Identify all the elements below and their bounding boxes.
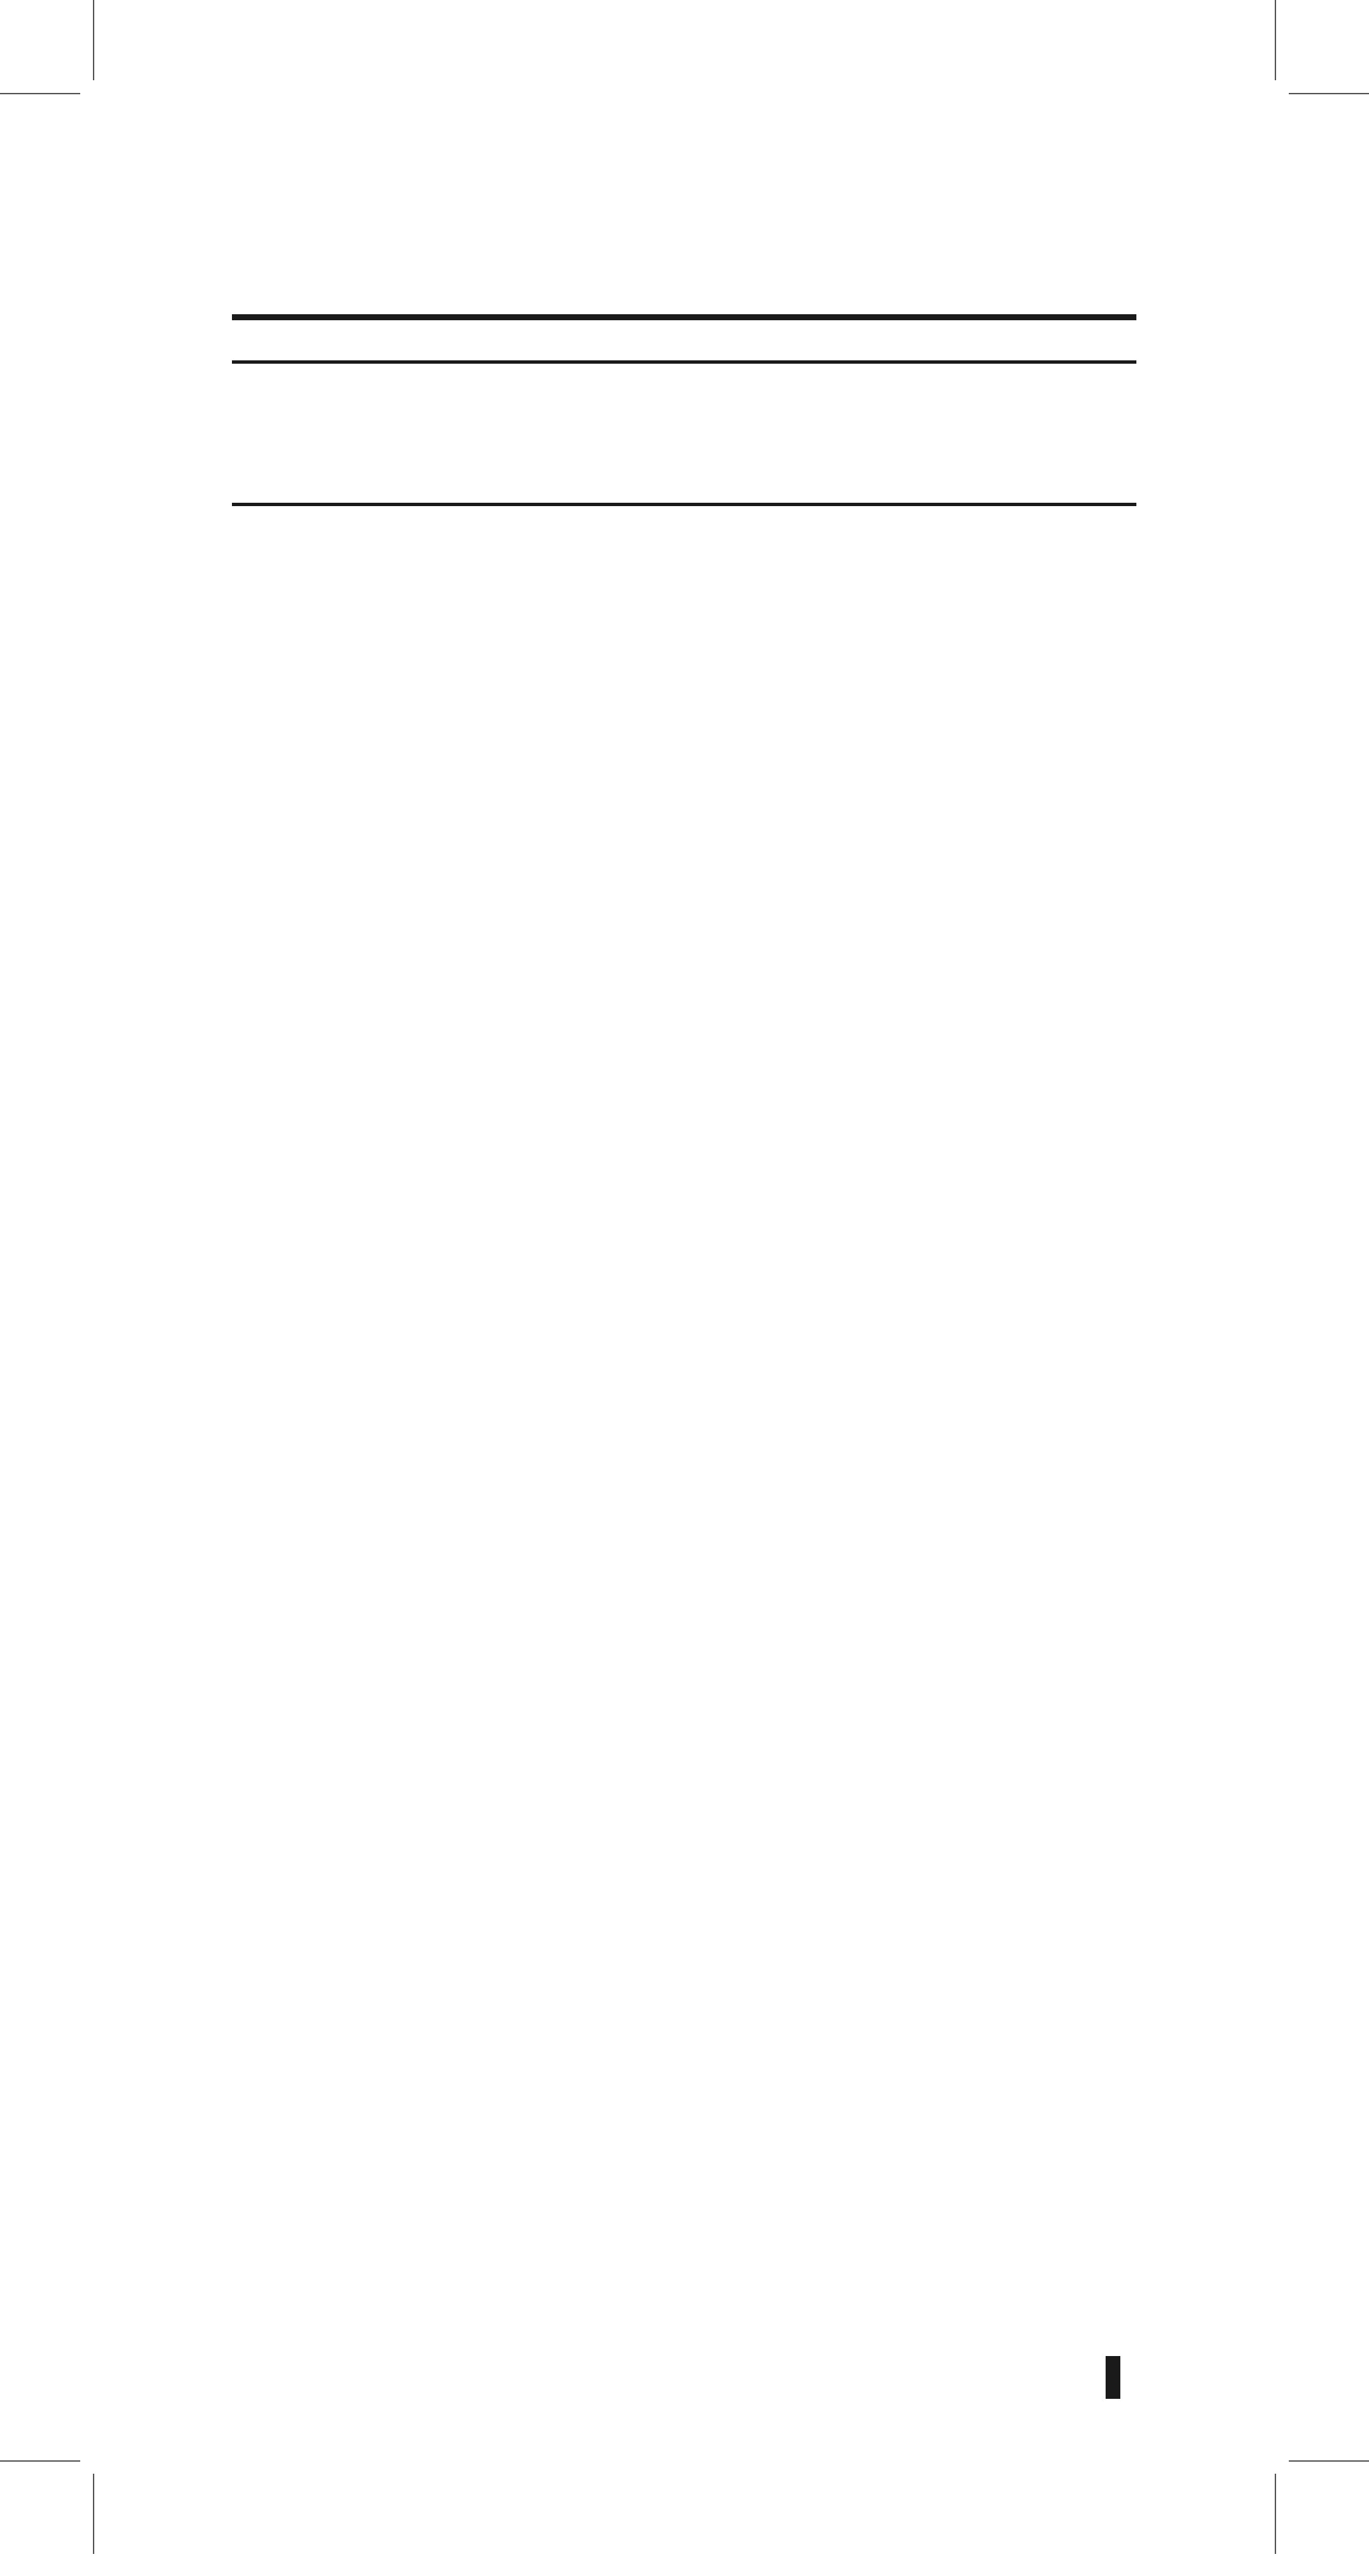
crop-mark bbox=[1289, 93, 1369, 94]
crop-mark bbox=[1275, 0, 1276, 80]
footer-bar bbox=[1106, 2356, 1120, 2399]
crop-mark bbox=[1275, 2474, 1276, 2554]
crop-mark bbox=[0, 93, 80, 94]
page-title bbox=[485, 187, 1136, 314]
title-rule bbox=[232, 314, 1136, 320]
crop-mark bbox=[93, 2474, 94, 2554]
crop-mark bbox=[93, 0, 94, 80]
crop-mark bbox=[1289, 2460, 1369, 2462]
column-headers bbox=[232, 364, 1136, 503]
page-footer bbox=[232, 2356, 1136, 2399]
summary-bar bbox=[232, 320, 1136, 360]
country-page bbox=[232, 187, 1136, 515]
crop-mark bbox=[0, 2460, 80, 2462]
